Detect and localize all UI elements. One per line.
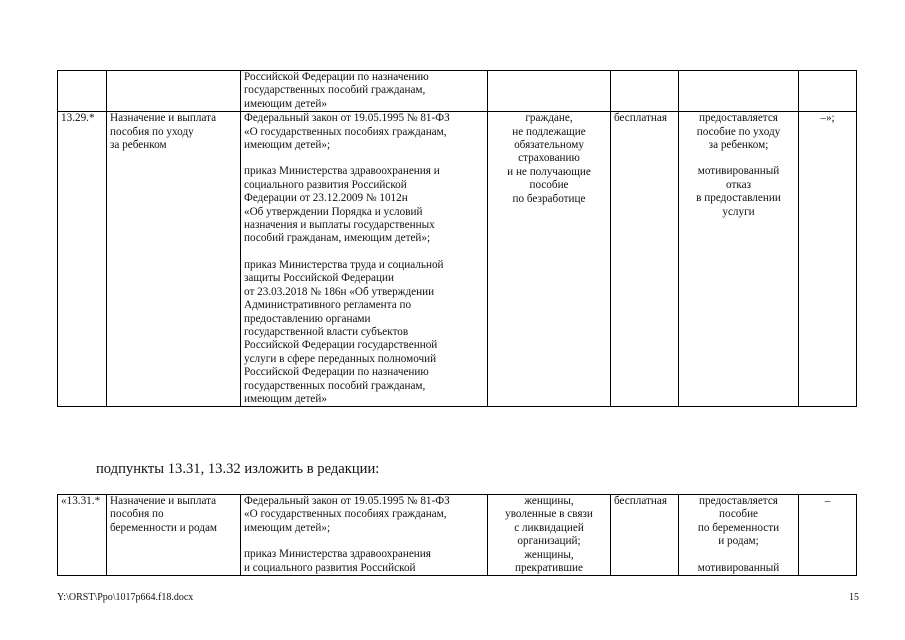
result-paragraph: предоставляется пособие по беременности и родам; bbox=[697, 495, 780, 548]
result-paragraph: мотивированный bbox=[697, 561, 780, 574]
cell-legal-basis: Российской Федерации по назначению государственных пособий гражданам, имеющим детей» bbox=[241, 71, 488, 112]
table-row-13-29 bbox=[58, 112, 857, 407]
cell-applicants bbox=[488, 71, 611, 112]
legal-basis-paragraph: Федеральный закон от 19.05.1995 № 81-ФЗ «О государственных пособиях гражданам, имеющим детей»; bbox=[244, 495, 450, 534]
cell-result bbox=[679, 71, 799, 112]
cell-service-name: Назначение и выплата пособия по беременности и родам bbox=[107, 495, 241, 576]
cell-applicants: граждане, не подлежащие обязательному страхованию и не получающие пособие по безработице bbox=[488, 112, 611, 407]
legal-basis-paragraph: приказ Министерства здравоохранения и социального развития Российской Федерации от 23.12.2009 № 1012н «Об утверждении Порядка и условий назначения и выплаты государственных пособий гражданам, имеющим детей»; bbox=[244, 165, 440, 245]
cell-legal-basis bbox=[241, 495, 488, 576]
cell-last: –»; bbox=[799, 112, 857, 407]
cell-cost: бесплатная bbox=[611, 112, 679, 407]
cell-number bbox=[58, 71, 107, 112]
cell-legal-basis bbox=[241, 112, 488, 407]
cell-result bbox=[679, 112, 799, 407]
cell-result bbox=[679, 495, 799, 576]
cell-cost bbox=[611, 71, 679, 112]
footer-page-number: 15 bbox=[849, 592, 859, 603]
result-paragraph: мотивированный отказ в предоставлении услуги bbox=[696, 165, 781, 218]
table-row-13-31 bbox=[58, 495, 857, 576]
cell-applicants: женщины, уволенные в связи с ликвидацией организаций; женщины, прекратившие bbox=[488, 495, 611, 576]
cell-last: – bbox=[799, 495, 857, 576]
cell-number: 13.29.* bbox=[58, 112, 107, 407]
cell-cost: бесплатная bbox=[611, 495, 679, 576]
legal-basis-paragraph: приказ Министерства труда и социальной защиты Российской Федерации от 23.03.2018 № 186н «Об утверждении Административного регламента по предоставлению органами государственной власти субъектов Российской Федерации государственной услуги в сфере переданных полномочий Российской Федерации по назначению государственных пособий гражданам, имеющим детей» bbox=[244, 258, 444, 405]
cell-number: «13.31.* bbox=[58, 495, 107, 576]
table-row-continuation bbox=[58, 71, 857, 112]
result-paragraph: предоставляется пособие по уходу за ребенком; bbox=[696, 112, 781, 152]
cell-last bbox=[799, 71, 857, 112]
cell-service-name bbox=[107, 71, 241, 112]
legal-basis-paragraph: приказ Министерства здравоохранения и социального развития Российской bbox=[244, 548, 431, 574]
cell-service-name: Назначение и выплата пособия по уходу за ребенком bbox=[107, 112, 241, 407]
legal-basis-paragraph: Федеральный закон от 19.05.1995 № 81-ФЗ «О государственных пособиях гражданам, имеющим детей»; bbox=[244, 112, 450, 152]
section-heading: подпункты 13.31, 13.32 изложить в редакции: bbox=[96, 461, 380, 477]
services-table-1 bbox=[57, 70, 857, 407]
services-table-2 bbox=[57, 494, 857, 576]
footer-file-path: Y:\ORST\Ppo\1017p664.f18.docx bbox=[57, 592, 194, 603]
